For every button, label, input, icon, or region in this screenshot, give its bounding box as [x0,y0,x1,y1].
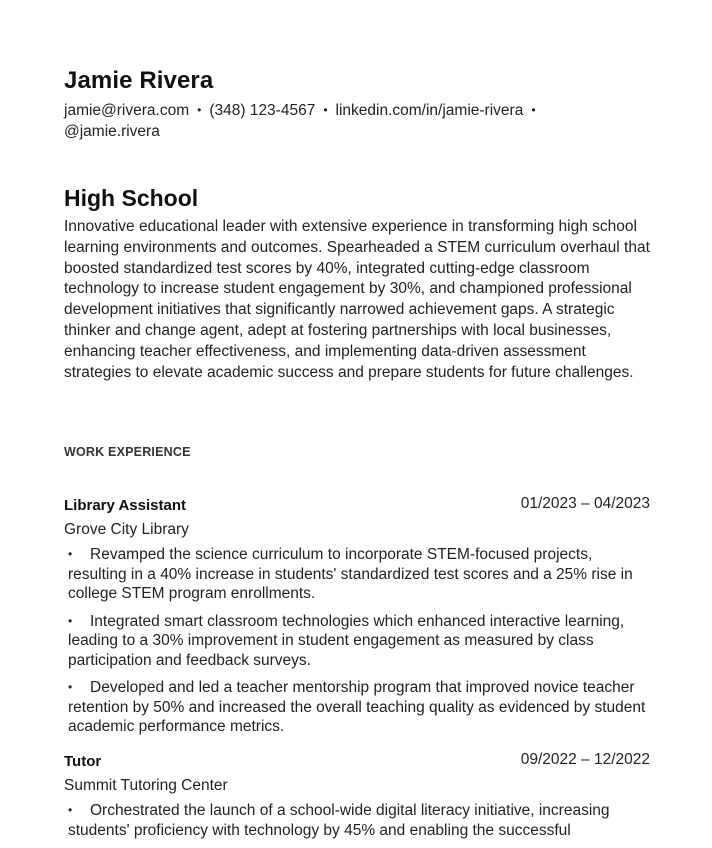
bullet-dot: • [68,803,73,817]
job-bullet [64,545,650,604]
job-title: Tutor [64,753,102,770]
job-dates: 01/2023 – 04/2023 [520,495,650,512]
job-title: Library Assistant [64,497,186,514]
summary-text: Innovative educational leader with extensive experience in transforming high school learning environments and outcomes. Spearheaded a STEM curriculum overhaul that boosted standardized test scores by 40%, integrated cutting-edge classroom technology to increase student engagement by 30%, and championed professional development initiatives that significantly narrowed achievement gaps. A strategic thinker and change agent, adept at fostering partnerships with local businesses, enhancing teacher effectiveness, and implementing data-driven assessment strategies to elevate academic success and prepare students for future challenges. [64,218,650,381]
candidate-name: Jamie Rivera [64,67,214,94]
bullet-text: Integrated smart classroom technologies which enhanced interactive learning, leading to a 30% improvement in student engagement as measured by class participation and feedback surveys. [68,612,625,669]
phone-number: (348) 123-4567 [209,102,316,119]
bullet-text: Orchestrated the launch of a school-wide digital literacy initiative, increasing students' proficiency with technology by 45% and enabling the successful [68,802,610,839]
linkedin-link[interactable]: linkedin.com/in/jamie-rivera [335,102,524,119]
job-entry [64,495,650,745]
bullet-dot: • [68,547,73,561]
job-header [64,751,650,773]
job-company: Grove City Library [64,521,189,538]
job-entry [64,751,650,848]
email-link[interactable]: jamie@rivera.com [64,102,190,119]
contact-info [64,100,650,142]
bullet-text: Developed and led a teacher mentorship program that improved novice teacher retention by 50% and increased the overall teaching quality as evidenced by student academic performance metrics. [68,679,646,735]
job-bullet-list [64,801,650,840]
summary-headline: High School [64,185,199,211]
job-header [64,495,650,517]
job-bullet [64,801,650,840]
separator-dot: • [197,103,202,117]
job-bullet [64,612,650,671]
job-company: Summit Tutoring Center [64,777,228,794]
separator-dot: • [323,103,328,117]
social-handle: @jamie.rivera [64,123,160,140]
job-bullet-list [64,545,650,737]
job-bullet [64,678,650,737]
work-experience-heading: WORK EXPERIENCE [64,445,191,459]
job-dates: 09/2022 – 12/2022 [520,751,650,768]
bullet-dot: • [68,680,73,694]
bullet-text: Revamped the science curriculum to incorporate STEM-focused projects, resulting in a 40% increase in students' standardized test scores and a 25% rise in college STEM program enrollments. [68,546,633,602]
bullet-dot: • [68,613,73,628]
separator-dot: • [531,103,536,117]
